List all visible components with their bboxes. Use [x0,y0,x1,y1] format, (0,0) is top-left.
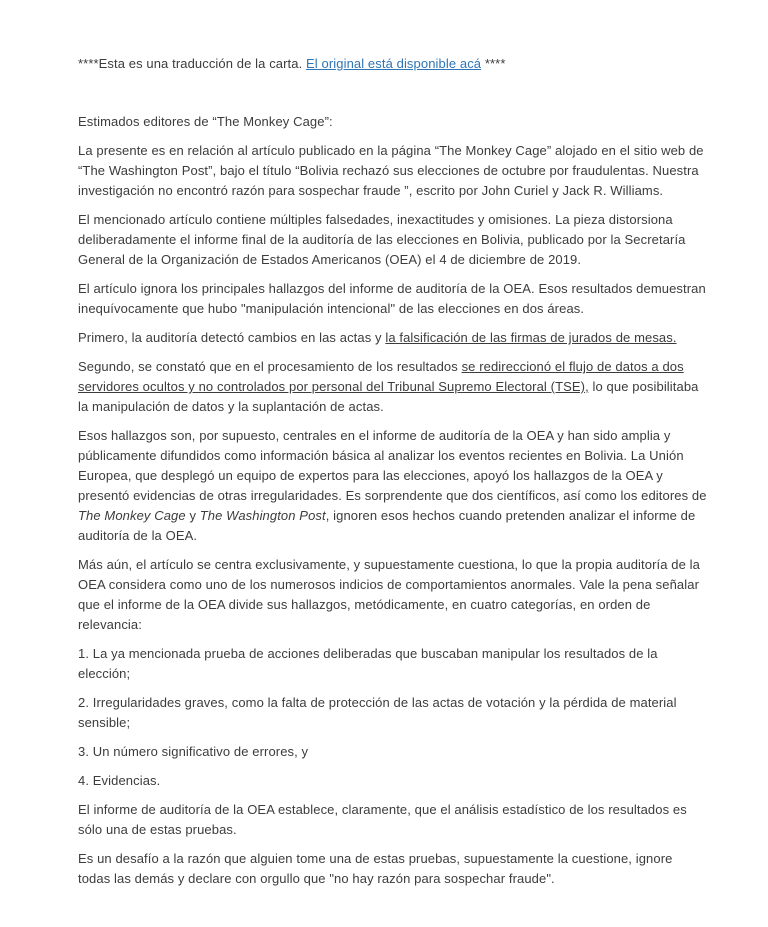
text-run: Primero, la auditoría detectó cambios en las actas y [78,330,386,345]
translation-note-prefix: ****Esta es una traducción de la carta. [78,56,307,71]
text-run: 2. Irregularidades graves, como la falta de protección de las actas de votación y la pérdida de material sensible; [78,695,677,730]
paragraph [78,141,708,201]
paragraph [78,555,708,635]
paragraph [78,210,708,270]
salutation: Estimados editores de “The Monkey Cage”: [78,114,333,129]
text-run: Es un desafío a la razón que alguien tome una de estas pruebas, supuestamente la cuestione, ignore todas las demás y declare con orgullo que "no hay razón para sospechar fraude". [78,851,673,886]
text-run: El artículo ignora los principales hallazgos del informe de auditoría de la OEA. Esos resultados demuestran inequívocamente que hubo "manipulación intencional" de las elecciones en dos áreas. [78,281,706,316]
text-run: , ignoren esos hechos cuando pretenden analizar el informe de auditoría de la OEA. [78,508,696,543]
paragraph [78,693,708,733]
text-run: 4. Evidencias. [78,773,161,788]
text-run: Segundo, se constató que en el procesamiento de los resultados [78,359,462,374]
paragraph [78,357,708,417]
text-run: Esos hallazgos son, por supuesto, centrales en el informe de auditoría de la OEA y han sido amplia y públicamente difundidos como información básica al analizar los eventos recientes en Bolivia. La Unión Europea, que desplegó un equipo de expertos para las elecciones, apoyó los hallazgos de la OEA y presentó evidencias de otras irregularidades. Es sorprendente que dos científicos, así como los editores de [78,428,707,503]
translation-note-suffix: **** [481,56,506,71]
paragraph [78,800,708,840]
paragraph [78,426,708,546]
text-run: 1. La ya mencionada prueba de acciones deliberadas que buscaban manipular los resultados de la elección; [78,646,658,681]
paragraph [78,849,708,889]
italic-text: The Monkey Cage [78,508,186,523]
italic-text: The Washington Post [199,508,326,523]
underlined-text: se redireccionó el flujo de datos a dos servidores ocultos y no controlados por personal del Tribunal Supremo Electoral (TSE), [78,359,684,394]
text-run: El informe de auditoría de la OEA establece, claramente, que el análisis estadístico de los resultados es sólo una de estas pruebas. [78,802,687,837]
paragraph [78,279,708,319]
original-letter-link[interactable]: El original está disponible acá [306,56,482,71]
underlined-text: la falsificación de las firmas de jurados de mesas. [385,330,677,345]
text-run: lo que posibilitaba la manipulación de datos y la suplantación de actas. [78,379,699,414]
text-run: 3. Un número significativo de errores, y [78,744,309,759]
text-run: La presente es en relación al artículo publicado en la página “The Monkey Cage” alojado en el sitio web de “The Washington Post”, bajo el título “Bolivia rechazó sus elecciones de octubre por fraudulentas. Nuestra investigación no encontró razón para sospechar fraude ”, escrito por John Curiel y Jack R. Williams. [78,143,704,198]
paragraph [78,644,708,684]
paragraph [78,742,708,762]
text-run: y [185,508,200,523]
paragraph [78,328,708,348]
text-run: El mencionado artículo contiene múltiples falsedades, inexactitudes y omisiones. La pieza distorsiona deliberadamente el informe final de la auditoría de las elecciones en Bolivia, publicado por la Secretaría General de la Organización de Estados Americanos (OEA) el 4 de diciembre de 2019. [78,212,686,267]
translation-note [78,54,708,74]
paragraph [78,771,708,791]
letter-body [78,141,708,889]
text-run: Más aún, el artículo se centra exclusivamente, y supuestamente cuestiona, lo que la propia auditoría de la OEA considera como uno de los numerosos indicios de comportamientos anormales. Vale la pena señalar que el informe de la OEA divide sus hallazgos, metódicamente, en cuatro categorías, en orden de relevancia: [78,557,700,632]
